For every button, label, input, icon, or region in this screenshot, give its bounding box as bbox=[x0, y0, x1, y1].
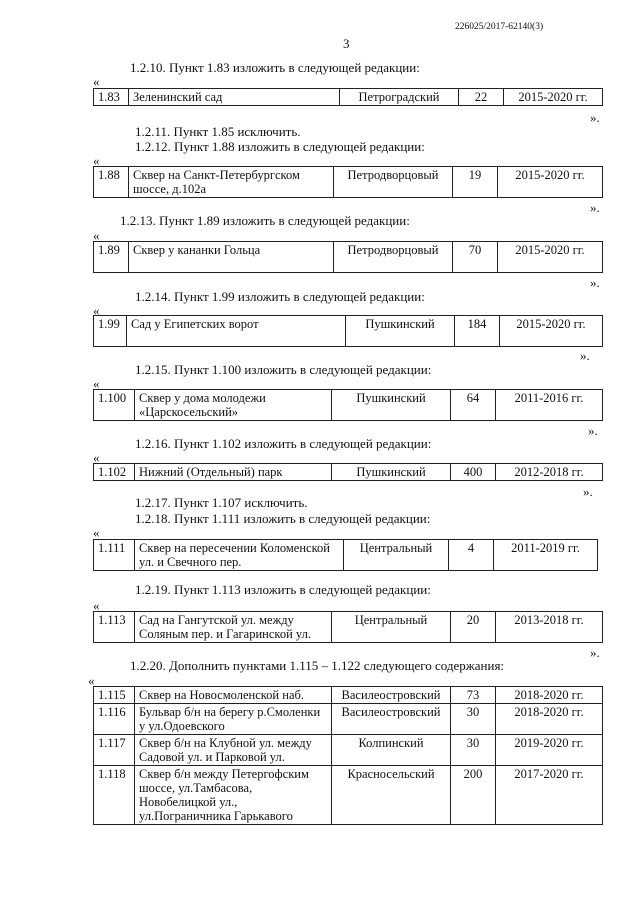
table-item-1-113 bbox=[93, 611, 603, 643]
table-row bbox=[94, 390, 603, 421]
close-quote: ». bbox=[590, 645, 600, 660]
table-row bbox=[94, 464, 603, 481]
item-period: 2011-2019 гг. bbox=[494, 540, 598, 571]
paragraph-1-2-18: 1.2.18. Пункт 1.111 изложить в следующей редакции: bbox=[135, 511, 431, 526]
item-district: Центральный bbox=[332, 612, 451, 643]
item-area: 30 bbox=[451, 735, 496, 766]
item-period: 2012-2018 гг. bbox=[496, 464, 603, 481]
paragraph-1-2-16: 1.2.16. Пункт 1.102 изложить в следующей редакции: bbox=[135, 436, 432, 451]
item-district: Василеостровский bbox=[332, 687, 451, 704]
item-number: 1.89 bbox=[94, 242, 129, 273]
item-district: Колпинский bbox=[332, 735, 451, 766]
item-district: Петродворцовый bbox=[334, 167, 453, 198]
item-area: 22 bbox=[459, 89, 504, 106]
item-area: 64 bbox=[451, 390, 496, 421]
item-area: 400 bbox=[451, 464, 496, 481]
table-item-1-100 bbox=[93, 389, 603, 421]
item-name: Нижний (Отдельный) парк bbox=[135, 464, 332, 481]
item-number: 1.113 bbox=[94, 612, 135, 643]
item-number: 1.111 bbox=[94, 540, 135, 571]
item-area: 70 bbox=[453, 242, 498, 273]
item-area: 19 bbox=[453, 167, 498, 198]
table-item-1-89 bbox=[93, 241, 603, 273]
item-period: 2018-2020 гг. bbox=[496, 704, 603, 735]
item-name: Сквер на пересечении Коломенской ул. и Свечного пер. bbox=[135, 540, 344, 571]
close-quote: ». bbox=[590, 275, 600, 290]
item-district: Пушкинский bbox=[332, 464, 451, 481]
item-number: 1.115 bbox=[94, 687, 135, 704]
item-district: Петроградский bbox=[340, 89, 459, 106]
item-district: Пушкинский bbox=[332, 390, 451, 421]
table-row bbox=[94, 316, 603, 347]
paragraph-1-2-14: 1.2.14. Пункт 1.99 изложить в следующей редакции: bbox=[135, 289, 425, 304]
paragraph-1-2-20: 1.2.20. Дополнить пунктами 1.115 – 1.122 следующего содержания: bbox=[130, 658, 505, 673]
item-number: 1.102 bbox=[94, 464, 135, 481]
open-quote: « bbox=[93, 153, 100, 168]
item-period: 2015-2020 гг. bbox=[498, 242, 603, 273]
table-row bbox=[94, 540, 598, 571]
item-period: 2018-2020 гг. bbox=[496, 687, 603, 704]
table-row bbox=[94, 89, 603, 106]
paragraph-1-2-19: 1.2.19. Пункт 1.113 изложить в следующей редакции: bbox=[135, 582, 431, 597]
item-number: 1.99 bbox=[94, 316, 127, 347]
item-district: Пушкинский bbox=[346, 316, 455, 347]
item-number: 1.118 bbox=[94, 766, 135, 825]
item-name: Бульвар б/н на берегу р.Смоленки у ул.Одоевского bbox=[135, 704, 332, 735]
item-area: 184 bbox=[455, 316, 500, 347]
close-quote: ». bbox=[583, 484, 593, 499]
close-quote: ». bbox=[590, 200, 600, 215]
page-number: 3 bbox=[343, 36, 350, 51]
table-row bbox=[94, 242, 603, 273]
paragraph-1-2-12: 1.2.12. Пункт 1.88 изложить в следующей редакции: bbox=[135, 139, 425, 154]
item-period: 2015-2020 гг. bbox=[500, 316, 603, 347]
item-name: Сквер на Санкт-Петербургском шоссе, д.102а bbox=[129, 167, 334, 198]
open-quote: « bbox=[93, 74, 100, 89]
open-quote: « bbox=[93, 303, 100, 318]
table-item-1-83 bbox=[93, 88, 603, 106]
table-item-1-111 bbox=[93, 539, 598, 571]
table-row bbox=[94, 612, 603, 643]
paragraph-1-2-11: 1.2.11. Пункт 1.85 исключить. bbox=[135, 124, 301, 139]
document-id: 226025/2017-62140(3) bbox=[455, 22, 544, 32]
item-number: 1.88 bbox=[94, 167, 129, 198]
item-number: 1.116 bbox=[94, 704, 135, 735]
item-period: 2015-2020 гг. bbox=[504, 89, 603, 106]
item-name: Сад на Гангутской ул. между Соляным пер. и Гагаринской ул. bbox=[135, 612, 332, 643]
open-quote: « bbox=[93, 450, 100, 465]
table-item-1-102 bbox=[93, 463, 603, 481]
item-number: 1.117 bbox=[94, 735, 135, 766]
item-name: Зеленинский сад bbox=[129, 89, 340, 106]
item-period: 2011-2016 гг. bbox=[496, 390, 603, 421]
table-item-1-88 bbox=[93, 166, 603, 198]
item-period: 2019-2020 гг. bbox=[496, 735, 603, 766]
open-quote: « bbox=[93, 376, 100, 391]
item-area: 30 bbox=[451, 704, 496, 735]
open-quote: « bbox=[93, 525, 100, 540]
item-name: Сквер на Новосмоленской наб. bbox=[135, 687, 332, 704]
item-area: 4 bbox=[449, 540, 494, 571]
paragraph-1-2-15: 1.2.15. Пункт 1.100 изложить в следующей редакции: bbox=[135, 362, 432, 377]
item-period: 2015-2020 гг. bbox=[498, 167, 603, 198]
item-name: Сквер у дома молодежи «Царскосельский» bbox=[135, 390, 332, 421]
table-row bbox=[94, 704, 603, 735]
table-item-1-99 bbox=[93, 315, 603, 347]
paragraph-1-2-17: 1.2.17. Пункт 1.107 исключить. bbox=[135, 495, 308, 510]
close-quote: ». bbox=[588, 423, 598, 438]
item-name: Сквер б/н между Петергофским шоссе, ул.Тамбасова, Новобелицкой ул., ул.Пограничника Гарькавого bbox=[135, 766, 332, 825]
open-quote: « bbox=[88, 673, 95, 688]
table-row bbox=[94, 687, 603, 704]
table-row bbox=[94, 167, 603, 198]
item-name: Сквер у кананки Гольца bbox=[129, 242, 334, 273]
item-name: Сквер б/н на Клубной ул. между Садовой ул. и Парковой ул. bbox=[135, 735, 332, 766]
item-area: 73 bbox=[451, 687, 496, 704]
item-district: Петродворцовый bbox=[334, 242, 453, 273]
table-items-1-115-1-118 bbox=[93, 686, 603, 825]
item-period: 2017-2020 гг. bbox=[496, 766, 603, 825]
item-district: Красносельский bbox=[332, 766, 451, 825]
close-quote: ». bbox=[590, 110, 600, 125]
paragraph-1-2-10: 1.2.10. Пункт 1.83 изложить в следующей редакции: bbox=[130, 60, 420, 75]
open-quote: « bbox=[93, 228, 100, 243]
table-row bbox=[94, 735, 603, 766]
item-area: 200 bbox=[451, 766, 496, 825]
item-area: 20 bbox=[451, 612, 496, 643]
paragraph-1-2-13: 1.2.13. Пункт 1.89 изложить в следующей редакции: bbox=[120, 213, 410, 228]
item-name: Сад у Египетских ворот bbox=[127, 316, 346, 347]
item-district: Василеостровский bbox=[332, 704, 451, 735]
open-quote: « bbox=[93, 598, 100, 613]
item-period: 2013-2018 гг. bbox=[496, 612, 603, 643]
item-district: Центральный bbox=[344, 540, 449, 571]
table-row bbox=[94, 766, 603, 825]
item-number: 1.100 bbox=[94, 390, 135, 421]
item-number: 1.83 bbox=[94, 89, 129, 106]
close-quote: ». bbox=[580, 348, 590, 363]
